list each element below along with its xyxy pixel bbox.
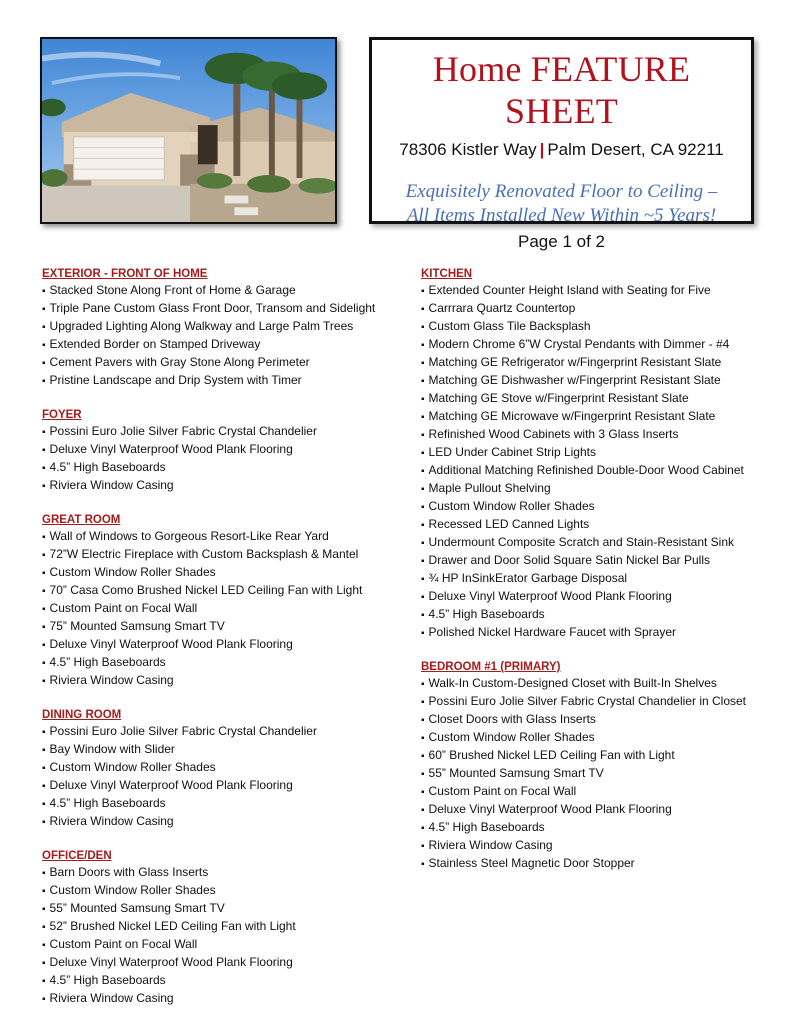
feature-item: ▪ Deluxe Vinyl Waterproof Wood Plank Flooring — [42, 954, 402, 972]
section-office-den — [42, 848, 402, 1008]
section-title: OFFICE/DEN — [42, 850, 112, 862]
feature-item: ▪ Polished Nickel Hardware Faucet with Sprayer — [421, 624, 771, 642]
feature-item: ▪ 4.5” High Baseboards — [42, 459, 402, 477]
feature-item: ▪ Triple Pane Custom Glass Front Door, Transom and Sidelight — [42, 300, 402, 318]
feature-item: ▪ Undermount Composite Scratch and Stain-Resistant Sink — [421, 534, 771, 552]
tagline-line-1: Exquisitely Renovated Floor to Ceiling – — [405, 181, 718, 202]
title-box — [369, 37, 754, 251]
feature-list — [42, 423, 402, 495]
feature-item: ▪ Custom Paint on Focal Wall — [42, 936, 402, 954]
feature-item: ▪ 55” Mounted Samsung Smart TV — [421, 765, 771, 783]
feature-item: ▪ Riviera Window Casing — [421, 837, 771, 855]
feature-item: ▪ Modern Chrome 6”W Crystal Pendants with Dimmer - #4 — [421, 336, 771, 354]
section-foyer — [42, 407, 402, 495]
feature-item: ▪ Matching GE Dishwasher w/Fingerprint Resistant Slate — [421, 372, 771, 390]
feature-item: ▪ Riviera Window Casing — [42, 990, 402, 1008]
tagline-line-2: All Items Installed New Within ~5 Years! — [406, 205, 717, 226]
section-title: GREAT ROOM — [42, 514, 121, 526]
section-title: BEDROOM #1 (PRIMARY) — [421, 661, 561, 673]
feature-item: ▪ 75” Mounted Samsung Smart TV — [42, 618, 402, 636]
feature-item: ▪ Deluxe Vinyl Waterproof Wood Plank Flooring — [42, 636, 402, 654]
section-great-room — [42, 512, 402, 690]
city-address: Palm Desert, CA 92211 — [547, 140, 724, 159]
feature-item: ▪ Pristine Landscape and Drip System with Timer — [42, 372, 402, 390]
feature-item: ▪ Custom Paint on Focal Wall — [421, 783, 771, 801]
feature-item: ▪ Possini Euro Jolie Silver Fabric Crystal Chandelier — [42, 723, 402, 741]
feature-item: ▪ Walk-In Custom-Designed Closet with Built-In Shelves — [421, 675, 771, 693]
feature-item: ▪ 4.5” High Baseboards — [421, 606, 771, 624]
feature-item: ▪ Matching GE Microwave w/Fingerprint Resistant Slate — [421, 408, 771, 426]
feature-item: ▪ 60” Brushed Nickel LED Ceiling Fan with Light — [421, 747, 771, 765]
feature-item: ▪ Custom Window Roller Shades — [42, 882, 402, 900]
feature-item: ▪ Cement Pavers with Gray Stone Along Perimeter — [42, 354, 402, 372]
page-number: Page 1 of 2 — [518, 232, 605, 251]
feature-item: ▪ 4.5” High Baseboards — [421, 819, 771, 837]
feature-item: ▪ LED Under Cabinet Strip Lights — [421, 444, 771, 462]
left-column — [42, 266, 402, 1025]
feature-item: ▪ Riviera Window Casing — [42, 813, 402, 831]
section-title: FOYER — [42, 409, 82, 421]
feature-item: ▪ Deluxe Vinyl Waterproof Wood Plank Flooring — [421, 588, 771, 606]
feature-item: ▪ Upgraded Lighting Along Walkway and Large Palm Trees — [42, 318, 402, 336]
feature-item: ▪ Matching GE Refrigerator w/Fingerprint Resistant Slate — [421, 354, 771, 372]
feature-list — [42, 723, 402, 831]
feature-item: ▪ 52” Brushed Nickel LED Ceiling Fan with Light — [42, 918, 402, 936]
house-photo — [40, 37, 337, 224]
feature-item: ▪ Maple Pullout Shelving — [421, 480, 771, 498]
street-address: 78306 Kistler Way — [399, 140, 537, 159]
feature-list — [421, 675, 771, 873]
feature-item: ▪ Recessed LED Canned Lights — [421, 516, 771, 534]
feature-item: ▪ Custom Glass Tile Backsplash — [421, 318, 771, 336]
feature-item: ▪ Riviera Window Casing — [42, 477, 402, 495]
feature-list — [42, 282, 402, 390]
feature-item: ▪ Custom Paint on Focal Wall — [42, 600, 402, 618]
feature-item: ▪ Custom Window Roller Shades — [42, 564, 402, 582]
feature-item: ▪ 4.5” High Baseboards — [42, 795, 402, 813]
feature-item: ▪ Deluxe Vinyl Waterproof Wood Plank Flooring — [42, 777, 402, 795]
tagline — [372, 180, 751, 228]
feature-item: ▪ 55” Mounted Samsung Smart TV — [42, 900, 402, 918]
feature-item: ▪ ¾ HP InSinkErator Garbage Disposal — [421, 570, 771, 588]
feature-item: ▪ Riviera Window Casing — [42, 672, 402, 690]
feature-item: ▪ Additional Matching Refinished Double-Door Wood Cabinet — [421, 462, 771, 480]
right-column — [421, 266, 771, 890]
feature-item: ▪ Carrrara Quartz Countertop — [421, 300, 771, 318]
section-bedroom-1-primary — [421, 659, 771, 873]
feature-item: ▪ Matching GE Stove w/Fingerprint Resistant Slate — [421, 390, 771, 408]
feature-item: ▪ Possini Euro Jolie Silver Fabric Crystal Chandelier in Closet — [421, 693, 771, 711]
section-dining-room — [42, 707, 402, 831]
feature-item: ▪ Custom Window Roller Shades — [42, 759, 402, 777]
address-separator: | — [539, 140, 545, 159]
section-kitchen — [421, 266, 771, 642]
feature-list — [42, 528, 402, 690]
feature-item: ▪ Barn Doors with Glass Inserts — [42, 864, 402, 882]
feature-item: ▪ Deluxe Vinyl Waterproof Wood Plank Flooring — [42, 441, 402, 459]
feature-item: ▪ Stacked Stone Along Front of Home & Garage — [42, 282, 402, 300]
feature-item: ▪ Drawer and Door Solid Square Satin Nickel Bar Pulls — [421, 552, 771, 570]
feature-item: ▪ Closet Doors with Glass Inserts — [421, 711, 771, 729]
feature-item: ▪ 4.5” High Baseboards — [42, 972, 402, 990]
feature-item: ▪ Wall of Windows to Gorgeous Resort-Like Rear Yard — [42, 528, 402, 546]
feature-item: ▪ Stainless Steel Magnetic Door Stopper — [421, 855, 771, 873]
house-illustration — [42, 39, 335, 222]
section-title: KITCHEN — [421, 268, 473, 280]
feature-item: ▪ Deluxe Vinyl Waterproof Wood Plank Flooring — [421, 801, 771, 819]
feature-item: ▪ Extended Border on Stamped Driveway — [42, 336, 402, 354]
feature-list — [421, 282, 771, 642]
feature-item: ▪ Refinished Wood Cabinets with 3 Glass Inserts — [421, 426, 771, 444]
section-title: DINING ROOM — [42, 709, 122, 721]
page-title: Home FEATURE SHEET — [432, 49, 691, 131]
address — [372, 140, 751, 160]
feature-list — [42, 864, 402, 1008]
feature-item: ▪ Extended Counter Height Island with Seating for Five — [421, 282, 771, 300]
feature-item: ▪ Custom Window Roller Shades — [421, 729, 771, 747]
feature-item: ▪ 72”W Electric Fireplace with Custom Backsplash & Mantel — [42, 546, 402, 564]
section-exterior-front-of-home — [42, 266, 402, 390]
feature-item: ▪ Possini Euro Jolie Silver Fabric Crystal Chandelier — [42, 423, 402, 441]
feature-item: ▪ 70” Casa Como Brushed Nickel LED Ceiling Fan with Light — [42, 582, 402, 600]
section-title: EXTERIOR - FRONT OF HOME — [42, 268, 208, 280]
feature-item: ▪ 4.5” High Baseboards — [42, 654, 402, 672]
feature-item: ▪ Custom Window Roller Shades — [421, 498, 771, 516]
feature-item: ▪ Bay Window with Slider — [42, 741, 402, 759]
